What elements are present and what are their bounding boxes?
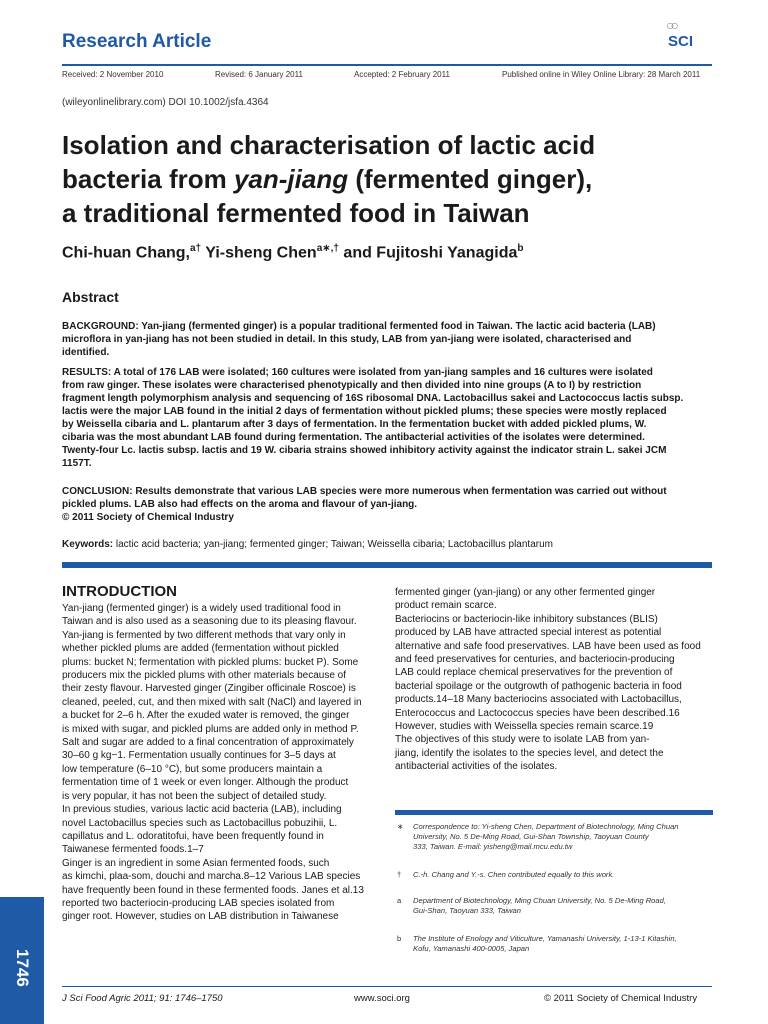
footnote-rule	[395, 810, 713, 815]
published-date: Published online in Wiley Online Library: 28 March 2011	[502, 70, 701, 79]
author-list: Chi-huan Chang,$^{a\dagger}$ Yi-sheng Chen$^{a∗,\dagger}$ and Fujitoshi Yanagida$^b$	[62, 243, 524, 262]
keywords-label: Keywords:	[62, 539, 114, 550]
sci-logo	[656, 17, 712, 53]
journal-citation: J Sci Food Agric 2011; 91: 1746–1750	[62, 993, 223, 1004]
website-link[interactable]: www.soci.org	[354, 993, 410, 1004]
article-dates	[62, 70, 712, 82]
accepted-date: Accepted: 2 February 2011	[354, 70, 450, 79]
article-title	[62, 128, 722, 230]
title-line: Isolation and characterisation of lactic acid	[62, 130, 596, 160]
page-number: 1746	[13, 949, 32, 987]
abstract-results: RESULTS: A total of 176 LAB were isolated; 160 cultures were isolated from yan-jiang samples and 16 cultures were isolated from raw ginger. These isolates were characterised phenotypically and then divided into nine groups (A to I) by restriction fragment length polymorphism analysis and sequencing of 16S ribosomal DNA. Lactobacillus sakei and Lactococcus lactis subsp. lactis were the major LAB found in the initial 2 days of fermentation without pickled plums; these species were mostly replaced by Weissella cibaria and L. plantarum after 3 days of fermentation. In the fermentation bucket with added pickled plums, W. cibaria was the most abundant LAB found during fermentation. The antibacterial activities of the isolates were determined. Twenty-four Lc. lactis subsp. lactis and 19 W. cibaria strains showed inhibitory activity against the indicator strain L. sakei JCM 1157T.	[62, 367, 684, 469]
introduction-heading: INTRODUCTION	[62, 583, 177, 600]
page-number-tab	[0, 897, 44, 1024]
title-line: a traditional fermented food in Taiwan	[62, 198, 530, 228]
received-date: Received: 2 November 2010	[62, 70, 164, 79]
body-column-left: Yan-jiang (fermented ginger) is a widely used traditional food in Taiwan and is also used as a seasoning due to its pleasing flavour. Yan-jiang is fermented by two different methods that vary only in whether pickled plums are added (fermentation without pickled plums: bucket N; fermentation with pickled plums: bucket P). Some producers mix the pickled plums with other materials because of their zesty flavour. Harvested ginger (Zingiber officinale Roscoe) is cleaned, peeled, cut, and then mixed with salt (NaCl) and layered in a bucket for 2–6 h. After the exuded water is removed, the ginger is mixed with sugar, and pickled plums are added only in method P. Salt and sugar are added to a final concentration of approximately 30–60 g kg−1. Fermentation usually continues for 3–5 days at low temperature (6–10 °C), but some producers maintain a fermentation time of 1 week or even longer. Although the product is very popular, it has not been the subject of detailed study. In previous studies, various lactic acid bacteria (LAB), including novel Lactobacillus species such as Lactobacillus pobuzihii, L. capillatus and L. odoratitofui, have been frequently found in Taiwanese fermented foods.1–7 Ginger is an ingredient in some Asian fermented foods, such as kimchi, plaa-som, douchi and marcha.8–12 Various LAB species have frequently been found in these fermented foods. Janes et al.13 reported two bacteriocin-producing LAB species isolated from ginger root. However, studies on LAB distribution in Taiwanese	[62, 603, 364, 923]
doi-line: (wileyonlinelibrary.com) DOI 10.1002/jsfa.4364	[62, 97, 269, 108]
logo-text: SCI	[668, 33, 694, 50]
keywords	[62, 539, 553, 550]
article-type-label: Research Article	[62, 31, 212, 52]
revised-date: Revised: 6 January 2011	[215, 70, 303, 79]
copyright: © 2011 Society of Chemical Industry	[544, 993, 698, 1004]
body-column-right: fermented ginger (yan-jiang) or any other fermented ginger product remain scarce. Bacteriocins or bacteriocin-like inhibitory substances (BLIS) produced by LAB have attracted special interest as potential alternative and safe food preservatives. LAB have been used as food and feed preservatives for centuries, and bacteriocin-producing LAB could replace chemical preservatives for the prevention of bacterial spoilage or the outgrowth of pathogenic bacteria in food products.14–18 Many bacteriocins associated with Lactobacillus, Enterococcus and Lactococcus species have been described.16 However, studies with Weissella species remain scarce.19 The objectives of this study were to isolate LAB from yan- jiang, identify the isolates to the species level, and detect the antibacterial activities of the isolates.	[395, 587, 701, 773]
abstract-background: BACKGROUND: Yan-jiang (fermented ginger) is a popular traditional fermented food in Taiwan. The lactic acid bacteria (LAB) microflora in yan-jiang has not been studied in detail. In this study, LAB from yan-jiang were isolated, characterised and identified.	[62, 321, 656, 358]
footer-rule	[62, 986, 712, 987]
section-rule	[62, 562, 712, 568]
abstract-heading: Abstract	[62, 289, 119, 305]
title-line: bacteria from yan-jiang (fermented ginger),	[62, 164, 593, 194]
logo-rings-icon: ○○	[666, 17, 675, 33]
abstract-conclusion: CONCLUSION: Results demonstrate that various LAB species were more numerous when fermentation was carried out without pickled plums. LAB also had effects on the aroma and flavour of yan-jiang. © 2011 Society of Chemical Industry	[62, 486, 667, 523]
header-rule	[62, 64, 712, 66]
keywords-text: lactic acid bacteria; yan-jiang; fermented ginger; Taiwan; Weissella cibaria; Lactobacillus plantarum	[113, 539, 553, 550]
